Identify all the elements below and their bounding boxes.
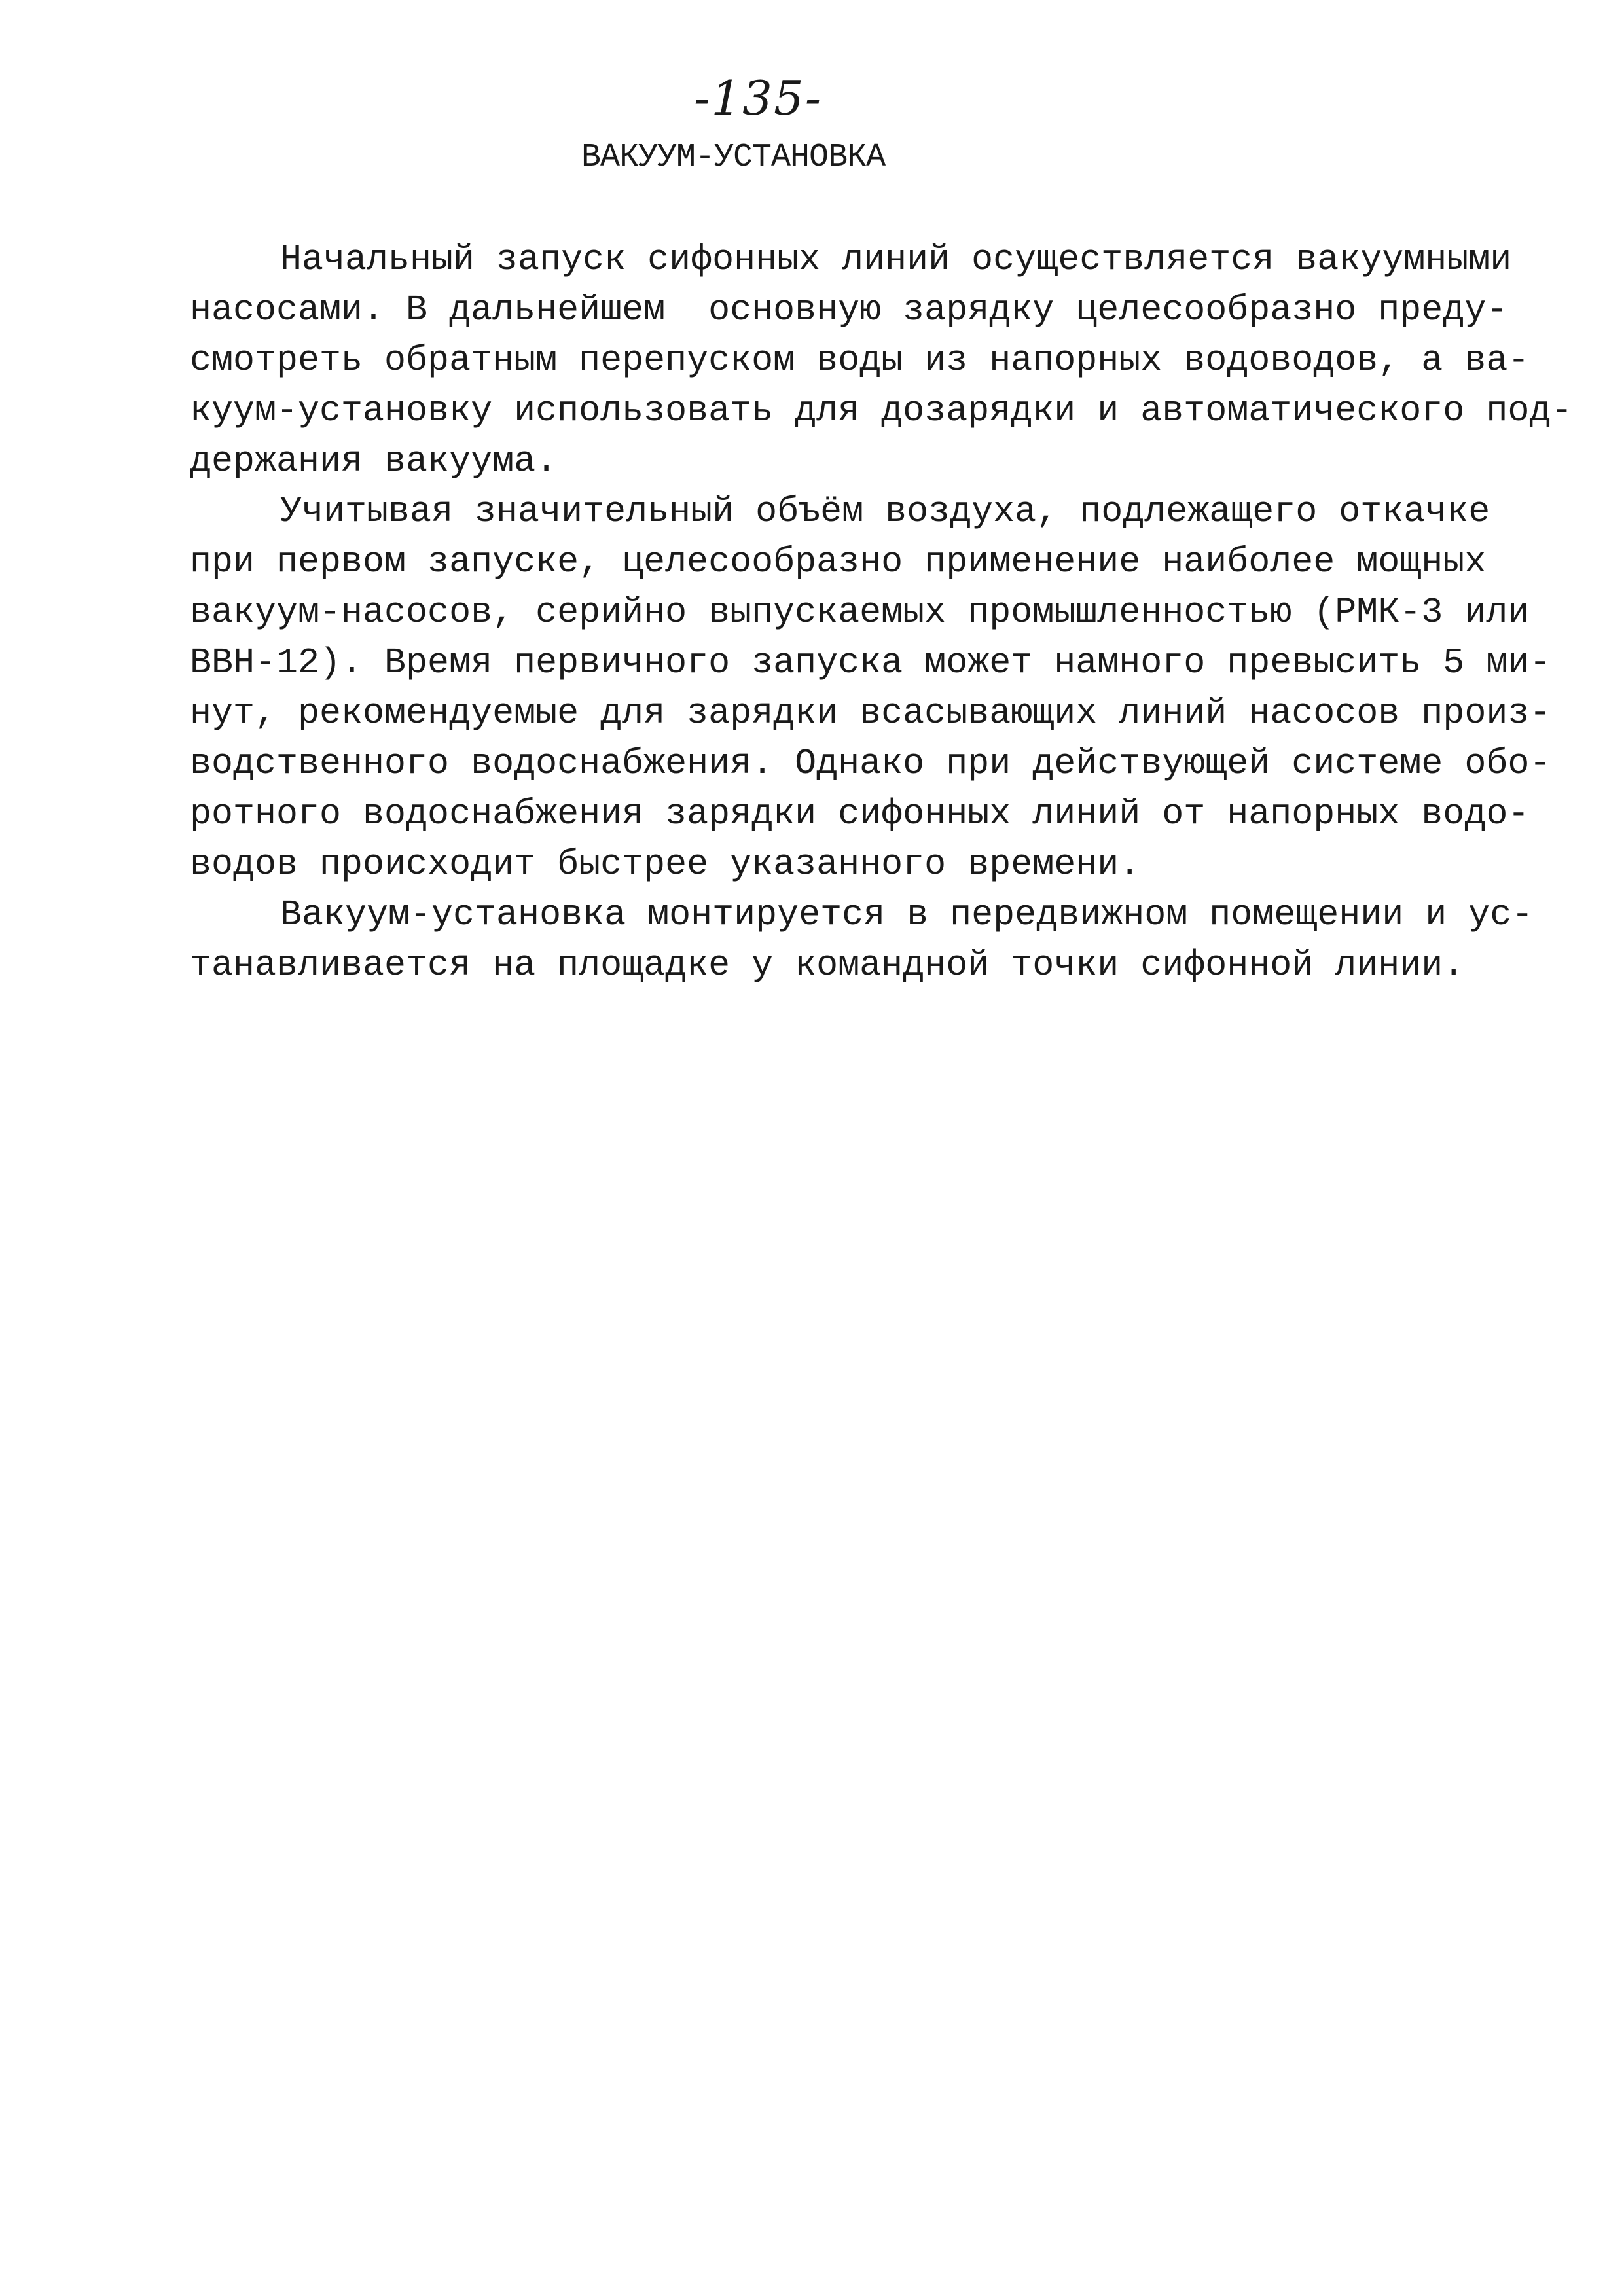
text-line: водственного водоснабжения. Однако при действующей системе обо- (190, 743, 1551, 784)
paragraph-3 (190, 889, 1534, 990)
document-body (190, 234, 1573, 990)
text-line: танавливается на площадке у командной точки сифонной линии. (190, 944, 1465, 986)
text-line: нут, рекомендуемые для зарядки всасывающих линий насосов произ- (190, 692, 1551, 734)
text-line: вакуум-насосов, серийно выпускаемых промышленностью (РМК-3 или (190, 592, 1530, 633)
paragraph-2 (190, 486, 1551, 889)
text-line: насосами. В дальнейшем основную зарядку целесообразно преду- (190, 289, 1508, 331)
text-line: водов происходит быстрее указанного времени. (190, 844, 1141, 885)
text-line: Учитывая значительный объём воздуха, подлежащего откачке (280, 491, 1490, 532)
page-number: -135- (694, 71, 823, 126)
text-line: Вакуум-установка монтируется в передвижном помещении и ус- (280, 894, 1534, 935)
text-line: куум-установку использовать для дозарядки и автоматического под- (190, 390, 1573, 431)
text-line: смотреть обратным перепуском воды из напорных водоводов, а ва- (190, 340, 1530, 381)
text-line: Начальный запуск сифонных линий осуществляется вакуумными (280, 239, 1512, 280)
text-line: держания вакуума. (190, 440, 558, 482)
text-line: ротного водоснабжения зарядки сифонных линий от напорных водо- (190, 793, 1530, 834)
text-line: ВВН-12). Время первичного запуска может намного превысить 5 ми- (190, 642, 1551, 683)
page-title: ВАКУУМ-УСТАНОВКА (581, 139, 886, 176)
paragraph-1 (190, 234, 1573, 486)
text-line: при первом запуске, целесообразно применение наиболее мощных (190, 541, 1487, 583)
